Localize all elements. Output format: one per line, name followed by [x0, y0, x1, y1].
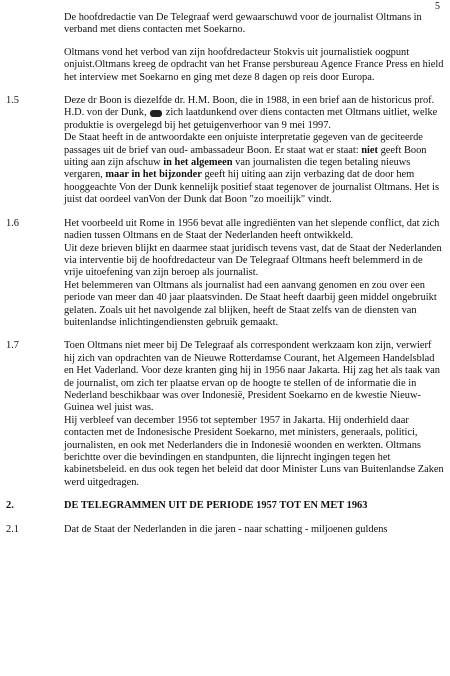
- paragraph: Dat de Staat der Nederlanden in die jaren - naar schatting - miljoenen guldens: [64, 523, 388, 535]
- section-1-6: [6, 218, 444, 330]
- document-page: [6, 12, 444, 547]
- page-number: 5: [435, 1, 440, 12]
- section-number: 2.: [6, 500, 14, 512]
- paragraph: Deze dr Boon is diezelfde dr. H.M. Boon, die in 1988, in een brief aan de historicus prof. H.D. von der Dunk, zich laatdunkend over diens contacten met Oltmans uitliet, welke produktie is overgelegd bij het getuigenverhoor van 9 mei 1997.: [64, 95, 438, 131]
- section-number: 1.6: [6, 217, 19, 229]
- ink-blot-mark: [150, 110, 162, 117]
- paragraph: Het belemmeren van Oltmans als journalist had een aanvang genomen en zou over een periode van meer dan 40 jaar plaatsvinden. De Staat heeft daarbij geen middel ongebruikt gelaten. Zoals uit het navolgende zal blijken, heeft de Staat zelfs van de diensten van buitenlandse inlichtingendiensten gebruik gemaakt.: [64, 279, 437, 328]
- section-number: 1.7: [6, 340, 19, 352]
- paragraph: Hij verbleef van december 1956 tot september 1957 in Jakarta. Hij onderhield daar contacten met de Indonesische President Soekarno, met ministers, generaals, politici, journalisten, en ook met Nederlanders die in Indonesië woonden en werkten. Oltmans berichtte over die bevindingen en standpunten, die lijnrecht ingingen tegen het kabinetsbeleid. en dus ook tegen het beleid dat door Minister Luns van Buitenlandse Zaken werd uitgedragen.: [64, 414, 444, 488]
- section-number: 2.1: [6, 523, 19, 535]
- paragraph: Het voorbeeld uit Rome in 1956 bevat alle ingrediënten van het slepende conflict, dat zich nadien tussen Oltmans en de Staat der Nederlanden heeft ontwikkeld.: [64, 217, 440, 242]
- section-1-7: [6, 340, 444, 489]
- paragraph: Toen Oltmans niet meer bij De Telegraaf als correspondent werkzaam kon zijn, verwierf hij zich van opdrachten van de Nieuwe Rotterdamse Courant, het Algemeen Handelsblad en Het Vaderland. Voor deze kranten ging hij in 1956 naar Jakarta. Hij zag het als taak van de journalist, om zich ter plaatse ervan op de hoogte te stellen of de informatie die in Nederland beschikbaar was over Indonesië, President Soekarno en de kwestie Nieuw-Guinea wel juist was.: [64, 340, 440, 414]
- paragraph: Uit deze brieven blijkt en daarmee staat juridisch tevens vast, dat de Staat der Nederlanden via interventie bij de hoofdredacteur van De Telegraaf Oltmans heeft belemmerd in de vrije uitoefening van zijn beroep als journalist.: [64, 242, 442, 279]
- section-2-heading: [6, 500, 444, 512]
- paragraph: Oltmans vond het verbod van zijn hoofdredacteur Stokvis uit journalistiek oogpunt onjuist.Oltmans kreeg de opdracht van het Franse persbureau Agence France Press en hield het interview met Soekarno en ging met deze 8 dagen op reis door Europa.: [64, 46, 444, 83]
- paragraph: De Staat heeft in de antwoordakte een onjuiste interpretatie gegeven van de geciteerde passages uit de brief van oud- ambassadeur Boon. Er staat wat er staat: niet geeft Boon uiting aan zijn afschuw in het algemeen van journalisten die tegen betaling nieuws vergaren, maar in het bijzonder geeft hij uiting aan zijn verbazing dat de door hem hooggeachte Von der Dunk kennelijk positief staat tegenover de journalist Oltmans. Het is juist dat oordeel vanVon der Dunk dat Boon "zo moeilijk" vindt.: [64, 132, 440, 206]
- section-title: DE TELEGRAMMEN UIT DE PERIODE 1957 TOT EN MET 1963: [64, 500, 368, 512]
- paragraph: De hoofdredactie van De Telegraaf werd gewaarschuwd voor de journalist Oltmans in verband met diens contacten met Soekarno.: [64, 12, 422, 36]
- section-number: 1.5: [6, 95, 19, 107]
- section-1-5: [6, 95, 444, 207]
- section-2-1: [6, 524, 444, 536]
- intro-section: [6, 12, 444, 84]
